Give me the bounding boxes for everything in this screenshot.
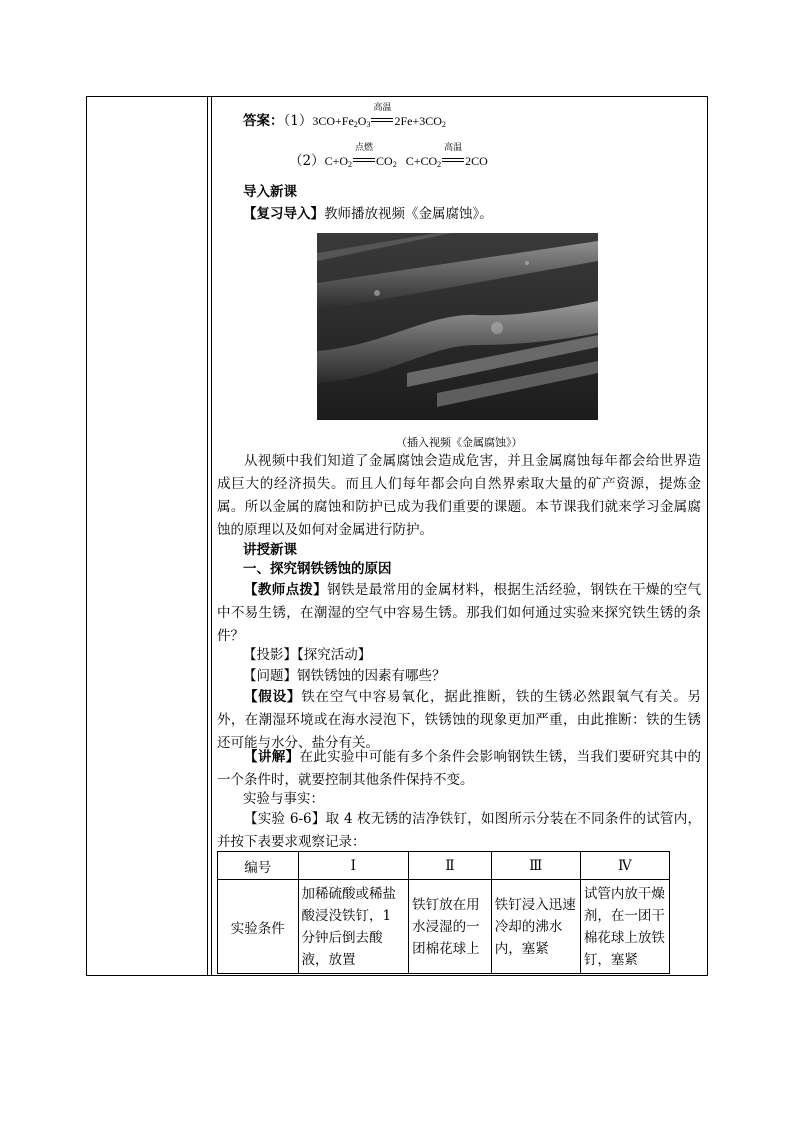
question-line	[243, 667, 446, 685]
header-tube-4: Ⅳ	[580, 852, 669, 880]
condition-cell-3: 铁钉浸入迅速冷却的沸水内，塞紧	[491, 880, 580, 974]
answer-line-1	[243, 102, 446, 130]
experiment-conditions-table	[217, 851, 670, 974]
review-text: 教师播放视频《金属腐蚀》。	[324, 206, 493, 222]
condition-ignite: 点燃	[355, 142, 374, 152]
header-tube-1: Ⅰ	[298, 852, 409, 880]
experiment-text: 取 4 枚无锈的洁净铁钉，如图所示分装在不同条件的试管内，并按下表要求观察记录：	[217, 811, 702, 850]
experiment-paragraph	[217, 808, 701, 854]
lesson-heading: 讲授新课	[243, 542, 297, 558]
condition-cell-1: 加稀硫酸或稀盐酸浸没铁钉，1 分钟后倒去酸液，放置	[298, 880, 409, 974]
left-column	[87, 97, 208, 975]
answer-item2-prefix: （2）	[289, 153, 325, 169]
explain-tag: 【讲解】	[244, 749, 300, 765]
table-header-row	[218, 852, 670, 880]
equation-1: $3CO+Fe_2O_3$ 高温 $2Fe+3CO_2$	[312, 102, 446, 129]
answer-label: 答案：	[243, 113, 284, 129]
teacher-paragraph	[217, 579, 701, 648]
header-number: 编号	[218, 852, 299, 880]
table-row-conditions	[218, 880, 670, 974]
explain-text: 在此实验中可能有多个条件会影响钢铁生锈，当我们要研究其中的一个条件时，就要控制其他条件保持不变。	[217, 749, 701, 788]
review-tag: 【复习导入】	[243, 206, 324, 222]
condition-cell-2: 铁钉放在用水浸湿的一团棉花球上	[409, 880, 492, 974]
experiment-tag: 【实验 6-6】	[244, 811, 326, 827]
section-1-title: 一、探究钢铁锈蚀的原因	[243, 561, 392, 577]
question-text: 钢铁锈蚀的因素有哪些？	[297, 668, 446, 684]
condition-high-temp-2: 高温	[444, 142, 463, 152]
photo-caption: （插入视频《金属腐蚀》）	[396, 436, 523, 449]
hypothesis-text: 铁在空气中容易氧化，据此推断，铁的生锈必然跟氧气有关。另外，在潮湿环境或在海水浸泡下，铁锈蚀的现象更加严重，由此推断：铁的生锈还可能与水分、盐分有关。	[217, 689, 702, 751]
condition-high-temp: 高温	[373, 102, 392, 112]
photo-graphic	[317, 233, 598, 420]
teacher-tag: 【教师点拨】	[244, 582, 328, 598]
hypothesis-paragraph	[217, 686, 701, 755]
review-line	[243, 205, 493, 223]
equation-2: $C+O_2$ 点燃 $CO_2$ $C+CO_2$ 高温 2CO	[324, 142, 488, 169]
intro-paragraph: 从视频中我们知道了金属腐蚀会造成危害，并且金属腐蚀每年都会给世界造成巨大的经济损失。而且人们每年都会向自然界索取大量的矿产资源，提炼金属。所以金属的腐蚀和防护已成为我们重要的课题。本节课我们就来学习金属腐蚀的原理以及如何对金属进行防护。	[217, 453, 701, 538]
corroded-metal-photo	[317, 233, 598, 420]
header-tube-2: Ⅱ	[409, 852, 492, 880]
answer-item1-prefix: （1）	[283, 113, 313, 129]
condition-cell-4: 试管内放干燥剂，在一团干棉花球上放铁钉，塞紧	[580, 880, 669, 974]
column-divider	[208, 97, 212, 975]
row-label: 实验条件	[218, 880, 299, 974]
header-tube-3: Ⅲ	[491, 852, 580, 880]
projection-line: 【投影】【探究活动】	[243, 647, 372, 663]
answer-line-2	[289, 142, 488, 170]
hypothesis-tag: 【假设】	[244, 689, 302, 705]
question-tag: 【问题】	[243, 668, 297, 684]
intro-heading: 导入新课	[243, 184, 297, 200]
facts-line: 实验与事实：	[243, 791, 324, 807]
teacher-text: 钢铁是最常用的金属材料，根据生活经验，钢铁在干燥的空气中不易生锈，在潮湿的空气中容易生锈。那我们如何通过实验来探究铁生锈的条件？	[217, 582, 701, 644]
explain-paragraph	[217, 746, 701, 792]
